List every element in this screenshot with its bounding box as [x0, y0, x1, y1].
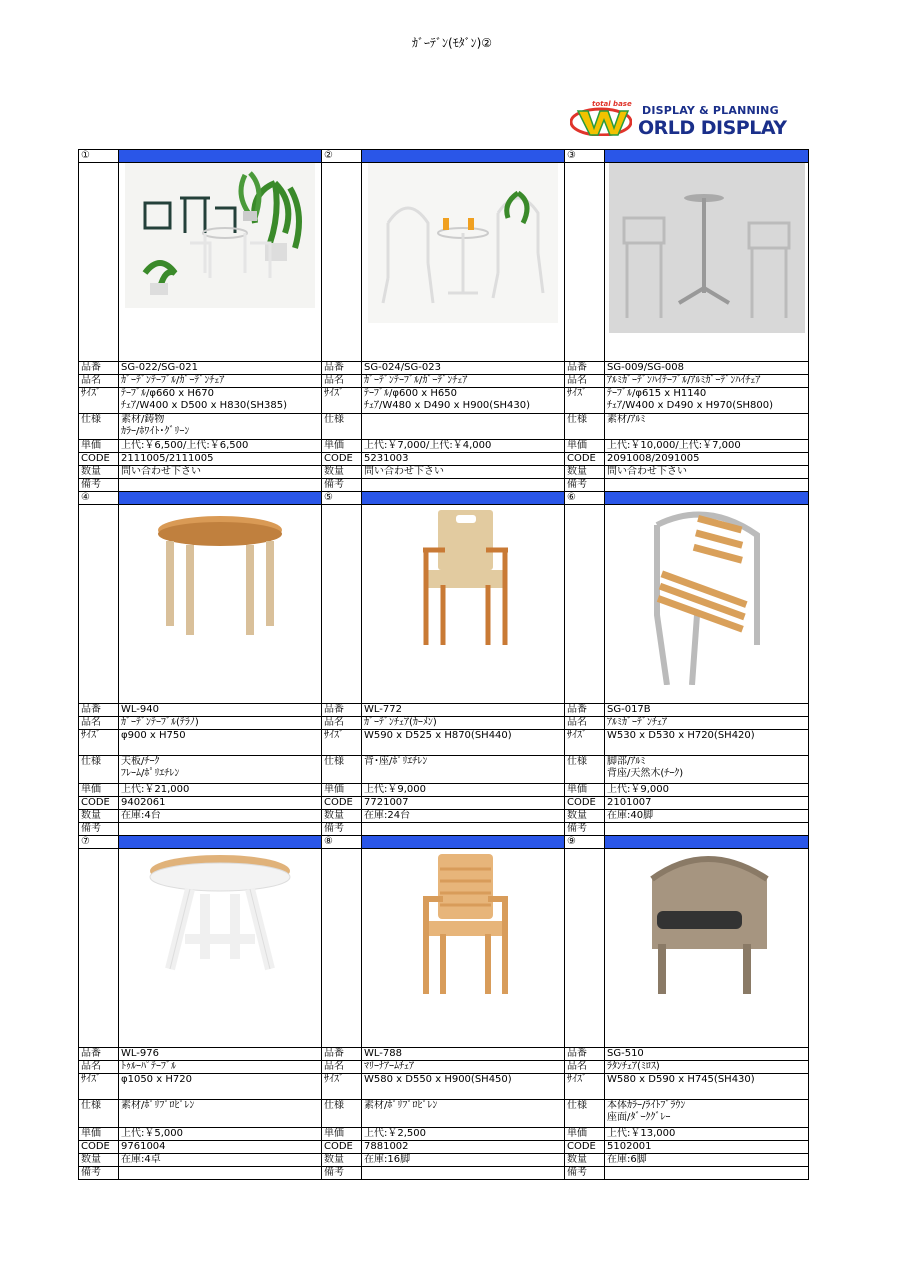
tanka-value: 上代:￥6,500/上代:￥6,500 [119, 440, 322, 453]
product-number: ⑦ [79, 836, 119, 849]
code-value: 5231003 [362, 453, 565, 466]
label-suuryou: 数量 [565, 810, 605, 823]
code-value: 7881002 [362, 1141, 565, 1154]
logo-line2: ORLD DISPLAY [638, 117, 787, 139]
tanka-value: 上代:￥9,000 [362, 784, 565, 797]
header-bar [362, 492, 565, 505]
label-size: ｻｲｽﾞ [322, 388, 362, 414]
bikou-value [119, 823, 322, 836]
header-bar [119, 492, 322, 505]
tanka-value: 上代:￥2,500 [362, 1128, 565, 1141]
label-suuryou: 数量 [79, 810, 119, 823]
product-number: ③ [565, 150, 605, 163]
bikou-value [605, 823, 809, 836]
hinban-value: SG-022/SG-021 [119, 362, 322, 375]
code-value: 5102001 [605, 1141, 809, 1154]
label-shiyou: 仕様 [79, 414, 119, 440]
spec-line1: 素材/ｱﾙﾐ [607, 414, 646, 425]
size-line1: ﾃｰﾌﾞﾙ/φ600 x H650 [364, 388, 457, 399]
hinmei-value: ﾄｩﾙｰﾊﾟﾃｰﾌﾞﾙ [119, 1061, 322, 1074]
label-shiyou: 仕様 [79, 756, 119, 784]
label-size: ｻｲｽﾞ [565, 388, 605, 414]
label-size: ｻｲｽﾞ [322, 1074, 362, 1100]
label-hinban: 品番 [322, 704, 362, 717]
product-image [362, 849, 565, 1048]
size-line2: ﾁｪｱ/W400 x D490 x H970(SH800) [607, 400, 774, 411]
product-image [119, 505, 322, 704]
product-number: ⑥ [565, 492, 605, 505]
label-suuryou: 数量 [322, 466, 362, 479]
label-hinmei: 品名 [322, 375, 362, 388]
spec-line1: 天板/ﾁｰｸ [121, 756, 160, 767]
label-bikou: 備考 [79, 1167, 119, 1180]
suuryou-value: 在庫:40脚 [605, 810, 809, 823]
header-bar [362, 150, 565, 163]
hinban-value: SG-017B [605, 704, 809, 717]
label-bikou: 備考 [565, 823, 605, 836]
code-value: 9402061 [119, 797, 322, 810]
spec-line1: 素材/ﾎﾟﾘﾌﾟﾛﾋﾟﾚﾝ [364, 1100, 438, 1111]
size-line1: φ900 x H750 [119, 730, 322, 756]
label-tanka: 単価 [322, 784, 362, 797]
bikou-value [119, 1167, 322, 1180]
label-suuryou: 数量 [322, 810, 362, 823]
label-tanka: 単価 [565, 784, 605, 797]
label-bikou: 備考 [565, 479, 605, 492]
label-bikou: 備考 [79, 823, 119, 836]
product-table [78, 149, 809, 1180]
suuryou-value: 問い合わせ下さい [605, 466, 809, 479]
label-hinban: 品番 [565, 1048, 605, 1061]
label-tanka: 単価 [322, 1128, 362, 1141]
label-hinban: 品番 [79, 362, 119, 375]
bikou-value [362, 1167, 565, 1180]
hinban-value: WL-976 [119, 1048, 322, 1061]
size-line1: W580 x D550 x H900(SH450) [362, 1074, 565, 1100]
label-hinban: 品番 [565, 704, 605, 717]
bikou-value [362, 823, 565, 836]
hinmei-value: ﾗﾀﾝﾁｪｱ(ﾐﾛｽ) [605, 1061, 809, 1074]
suuryou-value: 問い合わせ下さい [362, 466, 565, 479]
round-plastic-table-icon [145, 849, 295, 979]
code-value: 2111005/2111005 [119, 453, 322, 466]
spec-line2: 座面/ﾀﾞｰｸｸﾞﾚｰ [607, 1112, 671, 1123]
label-tanka: 単価 [322, 440, 362, 453]
size-line2: ﾁｪｱ/W480 x D490 x H900(SH430) [364, 400, 531, 411]
tanka-value: 上代:￥7,000/上代:￥4,000 [362, 440, 565, 453]
hinban-value: SG-009/SG-008 [605, 362, 809, 375]
label-code: CODE [322, 453, 362, 466]
product-image [119, 163, 322, 362]
spec-line1: 素材/ﾎﾟﾘﾌﾟﾛﾋﾟﾚﾝ [121, 1100, 195, 1111]
product-image [119, 849, 322, 1048]
product-image [362, 505, 565, 704]
product-number: ④ [79, 492, 119, 505]
label-hinban: 品番 [322, 362, 362, 375]
hinmei-value: ｶﾞｰﾃﾞﾝﾁｪｱ(ｶｰﾒﾝ) [362, 717, 565, 730]
label-size: ｻｲｽﾞ [79, 388, 119, 414]
hinmei-value: ｱﾙﾐｶﾞｰﾃﾞﾝﾊｲﾃｰﾌﾞﾙ/ｱﾙﾐｶﾞｰﾃﾞﾝﾊｲﾁｪｱ [605, 375, 809, 388]
tanka-value: 上代:￥10,000/上代:￥7,000 [605, 440, 809, 453]
suuryou-value: 問い合わせ下さい [119, 466, 322, 479]
logo-line1: DISPLAY & PLANNING [642, 104, 779, 117]
hinmei-value: ﾏﾘｰﾅｱｰﾑﾁｪｱ [362, 1061, 565, 1074]
label-hinban: 品番 [322, 1048, 362, 1061]
label-code: CODE [79, 453, 119, 466]
company-logo [570, 100, 810, 140]
hinban-value: WL-772 [362, 704, 565, 717]
label-hinmei: 品名 [322, 717, 362, 730]
label-hinmei: 品名 [79, 1061, 119, 1074]
hinmei-value: ｶﾞｰﾃﾞﾝﾃｰﾌﾞﾙ/ｶﾞｰﾃﾞﾝﾁｪｱ [362, 375, 565, 388]
hinban-value: SG-510 [605, 1048, 809, 1061]
label-bikou: 備考 [79, 479, 119, 492]
label-code: CODE [322, 1141, 362, 1154]
hinban-value: WL-940 [119, 704, 322, 717]
label-code: CODE [79, 1141, 119, 1154]
label-shiyou: 仕様 [79, 1100, 119, 1128]
size-line1: W590 x D525 x H870(SH440) [362, 730, 565, 756]
product-image [605, 849, 809, 1048]
label-tanka: 単価 [79, 784, 119, 797]
label-size: ｻｲｽﾞ [79, 730, 119, 756]
bikou-value [605, 1167, 809, 1180]
label-shiyou: 仕様 [565, 414, 605, 440]
white-iron-furniture-icon [368, 163, 558, 323]
spec-line1: 背･座/ﾎﾟﾘｴﾁﾚﾝ [364, 756, 428, 767]
header-bar [119, 150, 322, 163]
label-hinmei: 品名 [565, 375, 605, 388]
suuryou-value: 在庫:16脚 [362, 1154, 565, 1167]
suuryou-value: 在庫:4台 [119, 810, 322, 823]
label-tanka: 単価 [565, 1128, 605, 1141]
product-image [605, 163, 809, 362]
label-tanka: 単価 [79, 1128, 119, 1141]
label-hinban: 品番 [79, 1048, 119, 1061]
logo-mark-icon [570, 106, 632, 136]
label-code: CODE [322, 797, 362, 810]
hinban-value: SG-024/SG-023 [362, 362, 565, 375]
spec-line1: 脚部/ｱﾙﾐ [607, 756, 646, 767]
header-bar [605, 150, 809, 163]
product-number: ① [79, 150, 119, 163]
spec-line1: 本体ｶﾗｰ/ﾗｲﾄﾌﾞﾗｳﾝ [607, 1100, 686, 1111]
label-code: CODE [79, 797, 119, 810]
label-hinmei: 品名 [79, 717, 119, 730]
label-suuryou: 数量 [79, 466, 119, 479]
label-suuryou: 数量 [565, 466, 605, 479]
label-shiyou: 仕様 [322, 1100, 362, 1128]
product-number: ⑨ [565, 836, 605, 849]
teak-round-table-icon [150, 505, 290, 645]
label-size: ｻｲｽﾞ [322, 730, 362, 756]
header-bar [605, 836, 809, 849]
label-bikou: 備考 [322, 823, 362, 836]
hinban-value: WL-788 [362, 1048, 565, 1061]
marina-arm-chair-icon [408, 849, 518, 999]
size-line1: φ1050 x H720 [119, 1074, 322, 1100]
label-shiyou: 仕様 [322, 414, 362, 440]
code-value: 9761004 [119, 1141, 322, 1154]
label-suuryou: 数量 [322, 1154, 362, 1167]
label-bikou: 備考 [565, 1167, 605, 1180]
bikou-value [605, 479, 809, 492]
logo-tag: total base [592, 100, 632, 108]
label-hinmei: 品名 [565, 1061, 605, 1074]
label-shiyou: 仕様 [565, 1100, 605, 1128]
hinmei-value: ｱﾙﾐｶﾞｰﾃﾞﾝﾁｪｱ [605, 717, 809, 730]
header-bar [362, 836, 565, 849]
label-code: CODE [565, 453, 605, 466]
size-line1: W530 x D530 x H720(SH420) [605, 730, 809, 756]
label-bikou: 備考 [322, 479, 362, 492]
hinmei-value: ｶﾞｰﾃﾞﾝﾃｰﾌﾞﾙ/ｶﾞｰﾃﾞﾝﾁｪｱ [119, 375, 322, 388]
spec-line1: 素材/鋳物 [121, 414, 165, 425]
label-shiyou: 仕様 [322, 756, 362, 784]
label-hinban: 品番 [79, 704, 119, 717]
header-bar [605, 492, 809, 505]
tanka-value: 上代:￥13,000 [605, 1128, 809, 1141]
garden-cast-furniture-icon [125, 163, 315, 308]
label-hinmei: 品名 [565, 717, 605, 730]
label-hinban: 品番 [565, 362, 605, 375]
label-hinmei: 品名 [79, 375, 119, 388]
size-line2: ﾁｪｱ/W400 x D500 x H830(SH385) [121, 400, 288, 411]
code-value: 2101007 [605, 797, 809, 810]
product-image [605, 505, 809, 704]
label-shiyou: 仕様 [565, 756, 605, 784]
tanka-value: 上代:￥21,000 [119, 784, 322, 797]
label-size: ｻｲｽﾞ [79, 1074, 119, 1100]
spec-line2: ﾌﾚｰﾑ/ﾎﾟﾘｴﾁﾚﾝ [121, 768, 180, 779]
label-size: ｻｲｽﾞ [565, 1074, 605, 1100]
suuryou-value: 在庫:4卓 [119, 1154, 322, 1167]
label-tanka: 単価 [565, 440, 605, 453]
rattan-chair-icon [637, 849, 777, 999]
page-title: ｶﾞｰﾃﾞﾝ(ﾓﾀﾞﾝ)② [411, 36, 493, 50]
bikou-value [362, 479, 565, 492]
aluminium-teak-chair-icon [637, 505, 777, 685]
suuryou-value: 在庫:24台 [362, 810, 565, 823]
size-line1: W580 x D590 x H745(SH430) [605, 1074, 809, 1100]
size-line1: ﾃｰﾌﾞﾙ/φ660 x H670 [121, 388, 214, 399]
label-bikou: 備考 [322, 1167, 362, 1180]
label-suuryou: 数量 [79, 1154, 119, 1167]
tanka-value: 上代:￥5,000 [119, 1128, 322, 1141]
product-number: ② [322, 150, 362, 163]
label-hinmei: 品名 [322, 1061, 362, 1074]
aluminium-bar-set-icon [609, 163, 805, 333]
label-tanka: 単価 [79, 440, 119, 453]
hinmei-value: ｶﾞｰﾃﾞﾝﾃｰﾌﾞﾙ(ﾃﾗﾉ) [119, 717, 322, 730]
label-code: CODE [565, 1141, 605, 1154]
size-line1: ﾃｰﾌﾞﾙ/φ615 x H1140 [607, 388, 707, 399]
spec-line2: ｶﾗｰ/ﾎﾜｲﾄ･ｸﾞﾘｰﾝ [121, 426, 190, 437]
code-value: 2091008/2091005 [605, 453, 809, 466]
header-bar [119, 836, 322, 849]
suuryou-value: 在庫:6脚 [605, 1154, 809, 1167]
label-size: ｻｲｽﾞ [565, 730, 605, 756]
product-image [362, 163, 565, 362]
bikou-value [119, 479, 322, 492]
code-value: 7721007 [362, 797, 565, 810]
product-number: ⑧ [322, 836, 362, 849]
product-number: ⑤ [322, 492, 362, 505]
spec-line2: 背座/天然木(ﾁｰｸ) [607, 768, 684, 779]
label-code: CODE [565, 797, 605, 810]
tanka-value: 上代:￥9,000 [605, 784, 809, 797]
label-suuryou: 数量 [565, 1154, 605, 1167]
armchair-icon [408, 505, 518, 645]
